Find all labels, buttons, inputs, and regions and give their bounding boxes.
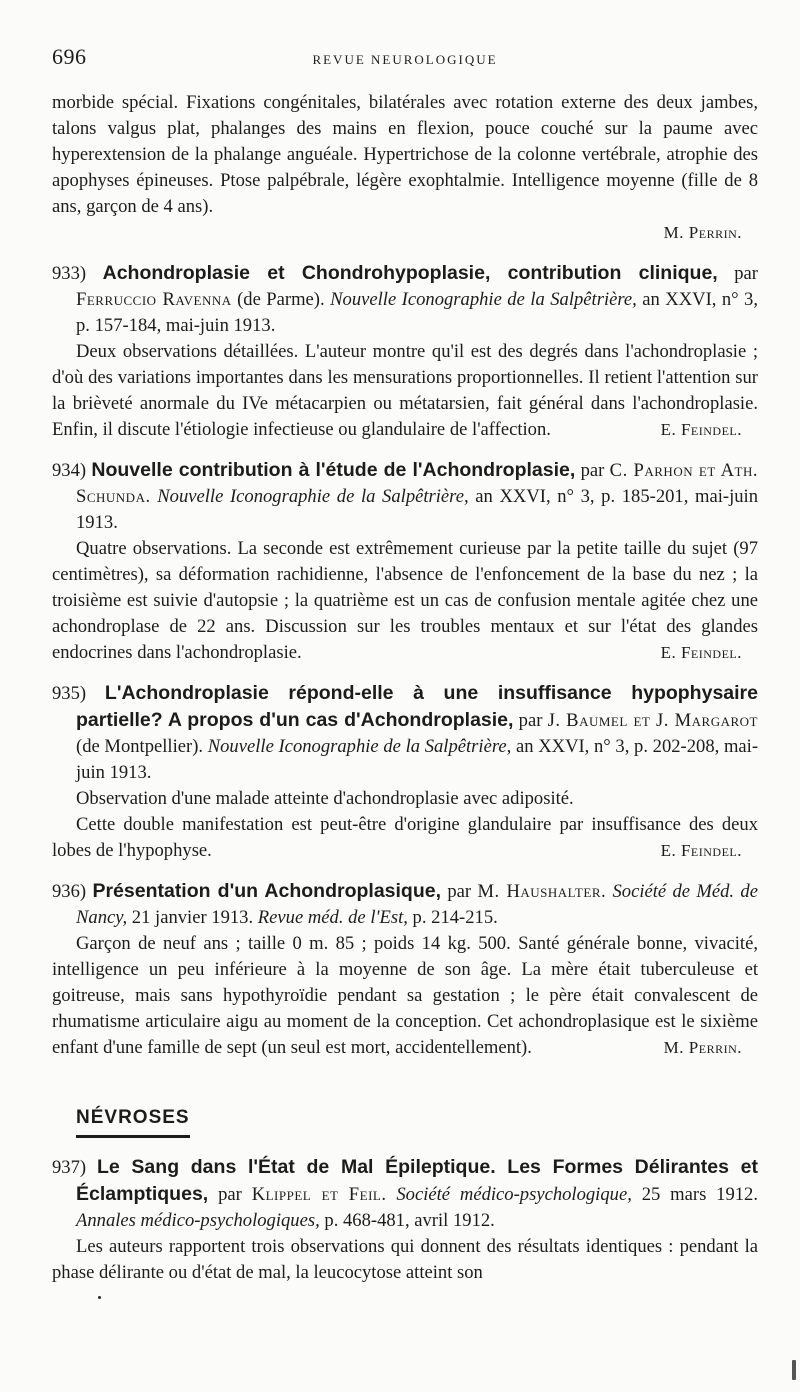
entry-place: (de Parme). xyxy=(237,289,325,310)
entry-935 xyxy=(52,680,758,864)
body-text xyxy=(52,90,758,1286)
scan-speck xyxy=(792,1360,796,1380)
entry-933-heading xyxy=(52,260,758,339)
entry-authors: Klippel et Feil. xyxy=(251,1184,387,1205)
entry-933-abstract xyxy=(52,339,758,443)
section-heading xyxy=(52,1105,758,1138)
entry-journal: Nouvelle Iconographie de la Salpêtrière, xyxy=(330,289,637,310)
entry-934-abstract xyxy=(52,536,758,666)
entry-number: 936) xyxy=(52,881,87,902)
continuation-paragraph: morbide spécial. Fixations congénitales, bilatérales avec rotation externe des deux jambes, talons valgus plat, phalanges des mains en flexion, pouce couché sur la paume avec hyperextension de la phalange anguéale. Hypertrichose de la colonne vertébrale, atrophie des apophyses épineuses. Ptose palpébrale, légère exophtalmie. Intelligence moyenne (fille de 8 ans, garçon de 4 ans). xyxy=(52,92,758,217)
entry-reference: 25 mars 1912. xyxy=(641,1184,758,1205)
running-title: REVUE NEUROLOGIQUE xyxy=(312,52,498,67)
entry-reference-secondary: p. 214-215. xyxy=(412,907,498,928)
entry-number: 935) xyxy=(52,683,87,704)
entry-authors: M. Haushalter. xyxy=(477,881,607,902)
entry-journal-secondary: Revue méd. de l'Est, xyxy=(257,907,408,928)
entry-935-abstract: Observation d'une malade atteinte d'achondroplasie avec adiposité. xyxy=(76,788,574,809)
entry-title: L'Achondroplasie répond-elle à une insuffisance hypophysaire partielle? A propos d'un cas d'Achondroplasie, xyxy=(76,682,758,731)
entry-journal: Nouvelle Iconographie de la Salpêtrière, xyxy=(207,736,512,757)
entry-abstract-text: Deux observations détaillées. L'auteur montre qu'il est des degrés dans l'achondroplasie ; d'où des variations importantes dans les mensurations proportionnelles. Il retient l'attention sur la brièveté anormale du IVe métacarpien ou métatarsien, fait général dans l'achondroplasie. Enfin, il discute l'étiologie infectieuse ou glandulaire de l'affection. xyxy=(52,341,758,440)
entry-signature: E. Feindel. xyxy=(660,841,742,860)
page-header xyxy=(52,44,758,74)
entry-signature: E. Feindel. xyxy=(660,643,742,662)
scan-speck xyxy=(98,1296,101,1299)
entry-934 xyxy=(52,457,758,666)
entry-signature: M. Perrin. xyxy=(663,1038,742,1057)
entry-place: (de Montpellier). xyxy=(76,736,204,757)
entry-number: 937) xyxy=(52,1157,87,1178)
entry-signature: E. Feindel. xyxy=(660,420,742,439)
entry-by: par xyxy=(447,881,472,902)
entry-reference: an XXVI, n° 3, p. 202-208, mai-juin 1913. xyxy=(76,736,759,783)
entry-journal: Nouvelle Iconographie de la Salpêtrière, xyxy=(157,486,469,507)
entry-abstract-text: Quatre observations. La seconde est extrêmement curieuse par la petite taille du sujet (97 centimètres), sa déformation rachidienne, l'absence de l'enfoncement de la base du nez ; la troisième est suivie d'autopsie ; la quatrième est un cas de confusion mentale agitée chez une achondroplase de 22 ans. Discussion sur les troubles mentaux et sur l'état des glandes endocrines dans l'achondroplasie. xyxy=(52,538,758,663)
entry-authors: J. Baumel et J. Margarot xyxy=(547,710,758,731)
entry-by: par xyxy=(218,1184,242,1205)
entry-936-abstract xyxy=(52,931,758,1061)
section-title: NÉVROSES xyxy=(76,1105,190,1138)
entry-title: Achondroplasie et Chondrohypoplasie, contribution clinique, xyxy=(102,262,718,284)
entry-journal: Société médico-psychologique, xyxy=(396,1184,632,1205)
entry-reference: 21 janvier 1913. xyxy=(131,907,254,928)
entry-937 xyxy=(52,1154,758,1286)
entry-authors: C. Parhon et Ath. Schunda. xyxy=(76,460,758,507)
entry-934-heading xyxy=(52,457,758,536)
entry-reference-secondary: p. 468-481, avril 1912. xyxy=(324,1210,495,1231)
continuation-signature: M. Perrin. xyxy=(663,223,742,242)
entry-by: par xyxy=(518,710,543,731)
entry-journal: Société de Méd. de Nancy, xyxy=(76,881,758,928)
entry-935-abstract-continued xyxy=(52,812,758,864)
entry-936 xyxy=(52,878,758,1061)
entry-936-heading xyxy=(52,878,758,931)
entry-title: Nouvelle contribution à l'étude de l'Achondroplasie, xyxy=(91,459,576,481)
entry-number: 933) xyxy=(52,263,87,284)
entry-authors: Ferruccio Ravenna xyxy=(76,289,232,310)
entry-abstract-text: Cette double manifestation est peut-être d'origine glandulaire par insuffisance des deux lobes de l'hypophyse. xyxy=(52,814,758,861)
entry-number: 934) xyxy=(52,460,87,481)
entry-937-heading xyxy=(52,1154,758,1234)
entry-by: par xyxy=(734,263,758,284)
entry-title: Présentation d'un Achondroplasique, xyxy=(92,880,442,902)
entry-reference: an XXVI, n° 3, p. 185-201, mai-juin 1913. xyxy=(76,486,758,533)
entry-by: par xyxy=(580,460,605,481)
entry-933 xyxy=(52,260,758,443)
page-number: 696 xyxy=(52,44,87,69)
entry-journal-secondary: Annales médico-psychologiques, xyxy=(76,1210,320,1231)
entry-937-abstract: Les auteurs rapportent trois observations qui donnent des résultats identiques : pendant la phase délirante ou d'état de mal, la leucocytose atteint son xyxy=(52,1236,758,1283)
entry-abstract-text: Garçon de neuf ans ; taille 0 m. 85 ; poids 14 kg. 500. Santé générale bonne, vivacité, intelligence un peu inférieure à la moyenne de son âge. La mère était tuberculeuse et goitreuse, mais sans hypothyroïdie pendant sa gestation ; le père était convalescent de rhumatisme articulaire aigu au moment de la conception. Cet achondroplasique est le sixième enfant d'une famille de sept (un seul est mort, accidentellement). xyxy=(52,933,758,1058)
entry-title: Le Sang dans l'État de Mal Épileptique. Les Formes Délirantes et Éclamptiques, xyxy=(76,1156,758,1205)
entry-reference: an XXVI, n° 3, p. 157-184, mai-juin 1913. xyxy=(76,289,759,336)
entry-935-heading xyxy=(52,680,758,786)
